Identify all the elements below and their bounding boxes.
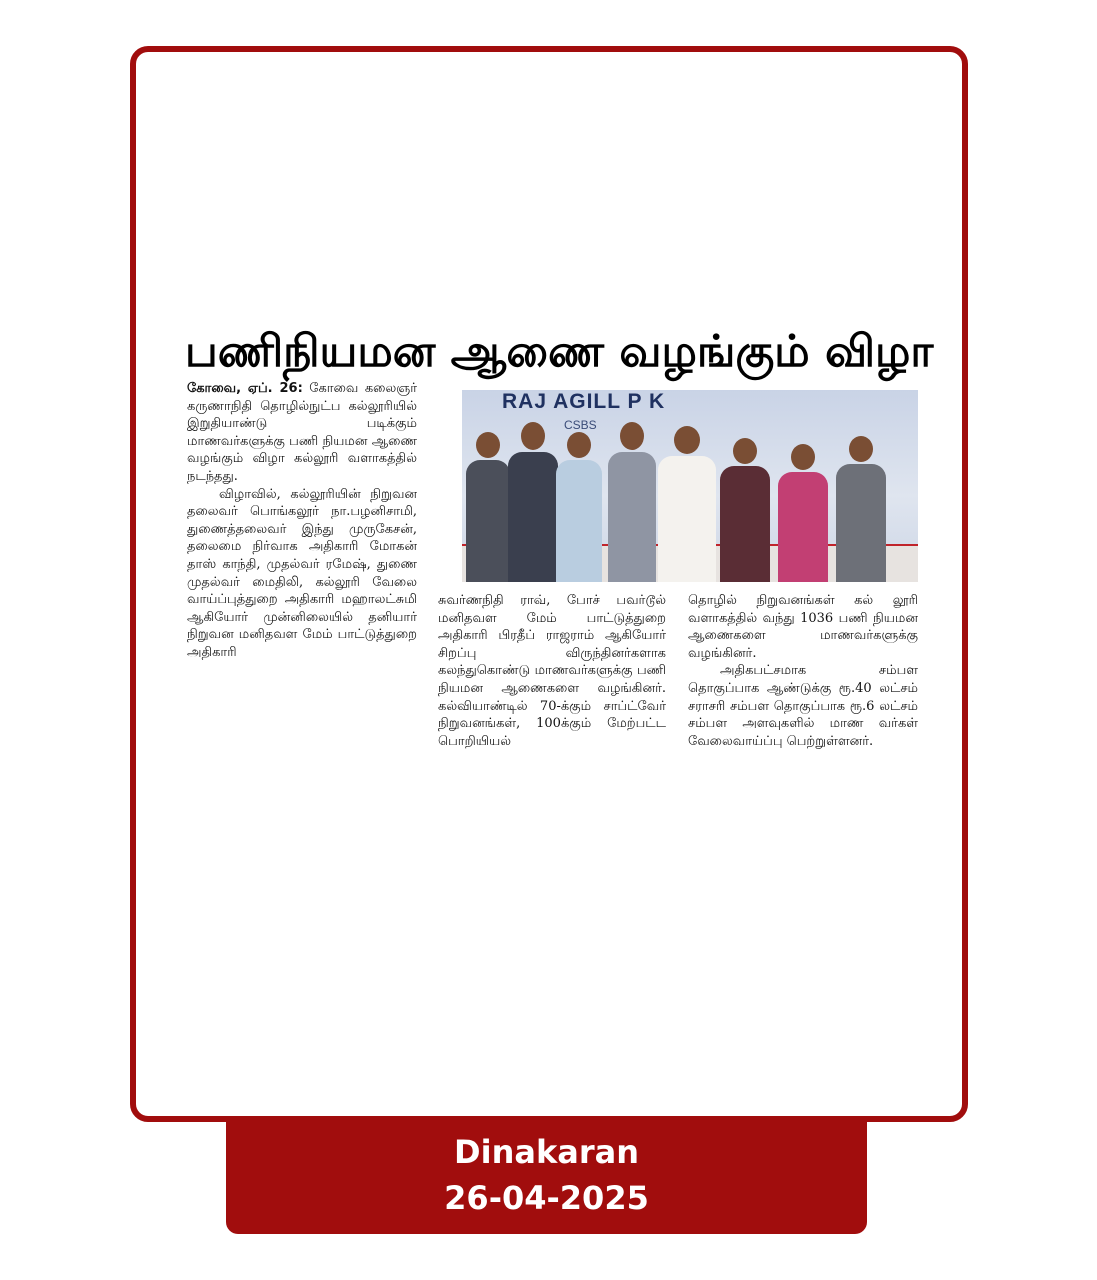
article-column-2 [438, 592, 666, 750]
article-column-1 [187, 380, 417, 662]
person-figure [778, 444, 828, 582]
person-figure [608, 422, 656, 582]
photo-banner-subtext: CSBS [564, 418, 597, 432]
article-paragraph: சுவர்ணநிதி ராவ், போச் பவர்டூல் மனிதவள மேம் பாட்டுத்துறை அதிகாரி பிரதீப் ராஜராம் ஆகியோர் சிறப்பு விருந்தினர்களாக கலந்துகொண்டு மாணவர்களுக்கு பணி நியமன ஆணைகளை வழங்கினர். கல்வியாண்டில் 70-க்கும் சாப்ட்வேர் நிறுவனங்கள், 100க்கும் மேற்பட்ட பொறியியல் [438, 593, 666, 749]
person-figure [466, 432, 510, 582]
dateline: கோவை, ஏப். 26: [187, 381, 303, 396]
publication-date: 26-04-2025 [444, 1179, 649, 1217]
article-paragraph: விழாவில், கல்லூரியின் நிறுவன தலைவர் பொங்கலூர் நா.பழனிசாமி, துணைத்தலைவர் இந்து முருகேசன், தலைமை நிர்வாக அதிகாரி மோகன் தாஸ் காந்தி, முதல்வர் ரமேஷ், துணை முதல்வர் மைதிலி, கல்லூரி வேலை வாய்ப்புத்துறை அதிகாரி மஹாலட்சுமி ஆகியோர் முன்னிலையில் தனியார் நிறுவன மனிதவள மேம் பாட்டுத்துறை அதிகாரி [187, 486, 417, 660]
article-paragraph: அதிகபட்சமாக சம்பள தொகுப்பாக ஆண்டுக்கு ரூ.40 லட்சம் சராசரி சம்பள தொகுப்பாக ரூ.6 லட்சம் சம்பள அளவுகளில் மாண வர்கள் வேலைவாய்ப்பு பெற்றுள்ளனர். [688, 663, 918, 749]
article-paragraph [187, 380, 417, 486]
headline: பணிநியமன ஆணை வழங்கும் விழா [185, 326, 934, 377]
article-paragraph: தொழில் நிறுவனங்கள் கல் லூரி வளாகத்தில் வந்து 1036 பணி நியமன ஆணைகளை மாணவர்களுக்கு வழங்கினர். [688, 593, 918, 661]
person-figure [508, 422, 558, 582]
person-figure [836, 436, 886, 582]
article-column-3 [688, 592, 918, 750]
person-figure [720, 438, 770, 582]
person-figure [658, 426, 716, 582]
newspaper-name: Dinakaran [454, 1133, 639, 1171]
person-figure [556, 432, 602, 582]
event-photo [462, 390, 918, 582]
photo-banner-text: RAJ AGILL P K [502, 390, 666, 413]
paragraph-text: கோவை கலைஞர் கருணாநிதி தொழில்நுட்ப கல்லூரியில் இறுதியாண்டு படிக்கும் மாணவர்களுக்கு பணி நியமன ஆணை வழங்கும் விழா கல்லூரி வளாகத்தில் நடந்தது. [187, 381, 417, 484]
source-footer [226, 1116, 867, 1234]
